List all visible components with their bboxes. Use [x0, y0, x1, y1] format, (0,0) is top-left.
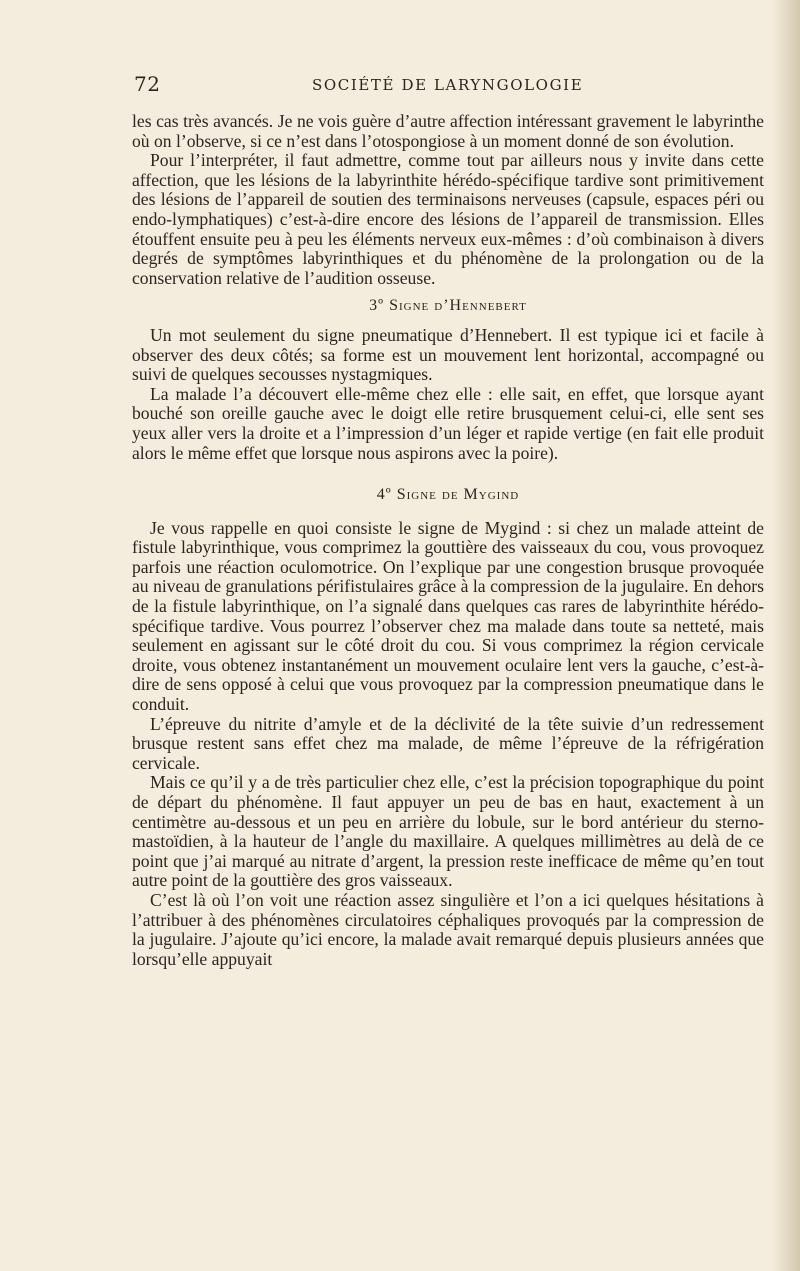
page-number: 72 — [134, 72, 161, 96]
paragraph: La malade l’a découvert elle-même chez elle : elle sait, en effet, que lorsque ayant bouché son oreille gauche avec le doigt elle retire brusquement celui-ci, elle sent ses yeux aller vers la droite et a l’impression d’un léger et rapide vertige (en fait elle produit alors le même effet que lorsque nous aspirons avec la poire). — [132, 383, 764, 463]
paragraph: Pour l’interpréter, il faut admettre, comme tout par ailleurs nous y invite dans cette affection, que les lésions de la labyrinthite hérédo-spécifique tardive sont primitivement des lésions de l’appareil de soutien des terminaisons nerveuses (capsule, espaces péri ou endo-lymphatiques) c’est-à-dire encore des lésions de l’appareil de transmission. Elles étouffent ensuite peu à peu les éléments nerveux eux-mêmes : d’où combinaison à divers degrés de symptômes labyrinthiques et du phénomène de la prolongation ou de la conservation relative de l’audition osseuse. — [132, 150, 764, 288]
section-title-mygind: 4º Signe de Mygind — [376, 486, 520, 504]
paragraph: Mais ce qu’il y a de très particulier chez elle, c’est la précision topographique du point de départ du phénomène. Il faut appuyer un peu de bas en haut, exactement à un centimètre au-dessous et un peu en arrière du lobule, sur le bord antérieur du sterno-mastoïdien, à la hauteur de l’angle du maxillaire. A quelques millimètres au delà de ce point que j’ai marqué au nitrate d’argent, la pression reste inefficace de même qu’en tout autre point de la gouttière des gros vaisseaux. — [132, 772, 764, 891]
body-text — [132, 112, 764, 969]
paragraph: Un mot seulement du signe pneumatique d’Hennebert. Il est typique ici et facile à observer des deux côtés; sa forme est un mouvement lent horizontal, accompagné ou suivi de quelques secousses nystagmiques. — [132, 324, 764, 385]
page-edge-shadow — [772, 0, 800, 1271]
paragraph: C’est là où l’on voit une réaction assez singulière et l’on a ici quelques hésitations à l’attribuer à des phénomènes circulatoires céphaliques provoqués par la compression de la jugulaire. J’ajoute qu’ici encore, la malade avait remarqué depuis plusieurs années que lorsqu’elle appuyait — [132, 889, 764, 969]
page-header — [134, 72, 780, 102]
paragraph: les cas très avancés. Je ne vois guère d’autre affection intéressant gravement le labyrinthe où on l’observe, si ce n’est dans l’otospongiose à un moment donné de son évolution. — [132, 111, 764, 151]
paragraph: Je vous rappelle en quoi consiste le signe de Mygind : si chez un malade atteint de fistule labyrinthique, vous comprimez la gouttière des vaisseaux du cou, vous provoquez parfois une réaction oculomotrice. On l’explique par une congestion brusque provoquée au niveau de granulations périfistulaires grâce à la compression de la jugulaire. En dehors de la fistule labyrinthique, on l’a signalé dans quelques cas rares de labyrinthite hérédo-spécifique tardive. Vous pourrez l’observer chez ma malade dans toute sa netteté, mais seulement en agissant sur le côté droit du cou. Si vous comprimez la région cervicale droite, vous obtenez instantanément un mouvement oculaire lent vers la gauche, c’est-à-dire de sens opposé à celui que vous provoquez par la compression pneumatique dans le conduit. — [132, 517, 764, 715]
paragraph: L’épreuve du nitrite d’amyle et de la déclivité de la tête suivie d’un redressement brusque restent sans effet chez ma malade, de même l’épreuve de la réfrigération cervicale. — [132, 713, 764, 773]
running-head: SOCIÉTÉ DE LARYNGOLOGIE — [312, 76, 584, 94]
section-title-hennebert: 3º Signe d’Hennebert — [369, 297, 527, 315]
